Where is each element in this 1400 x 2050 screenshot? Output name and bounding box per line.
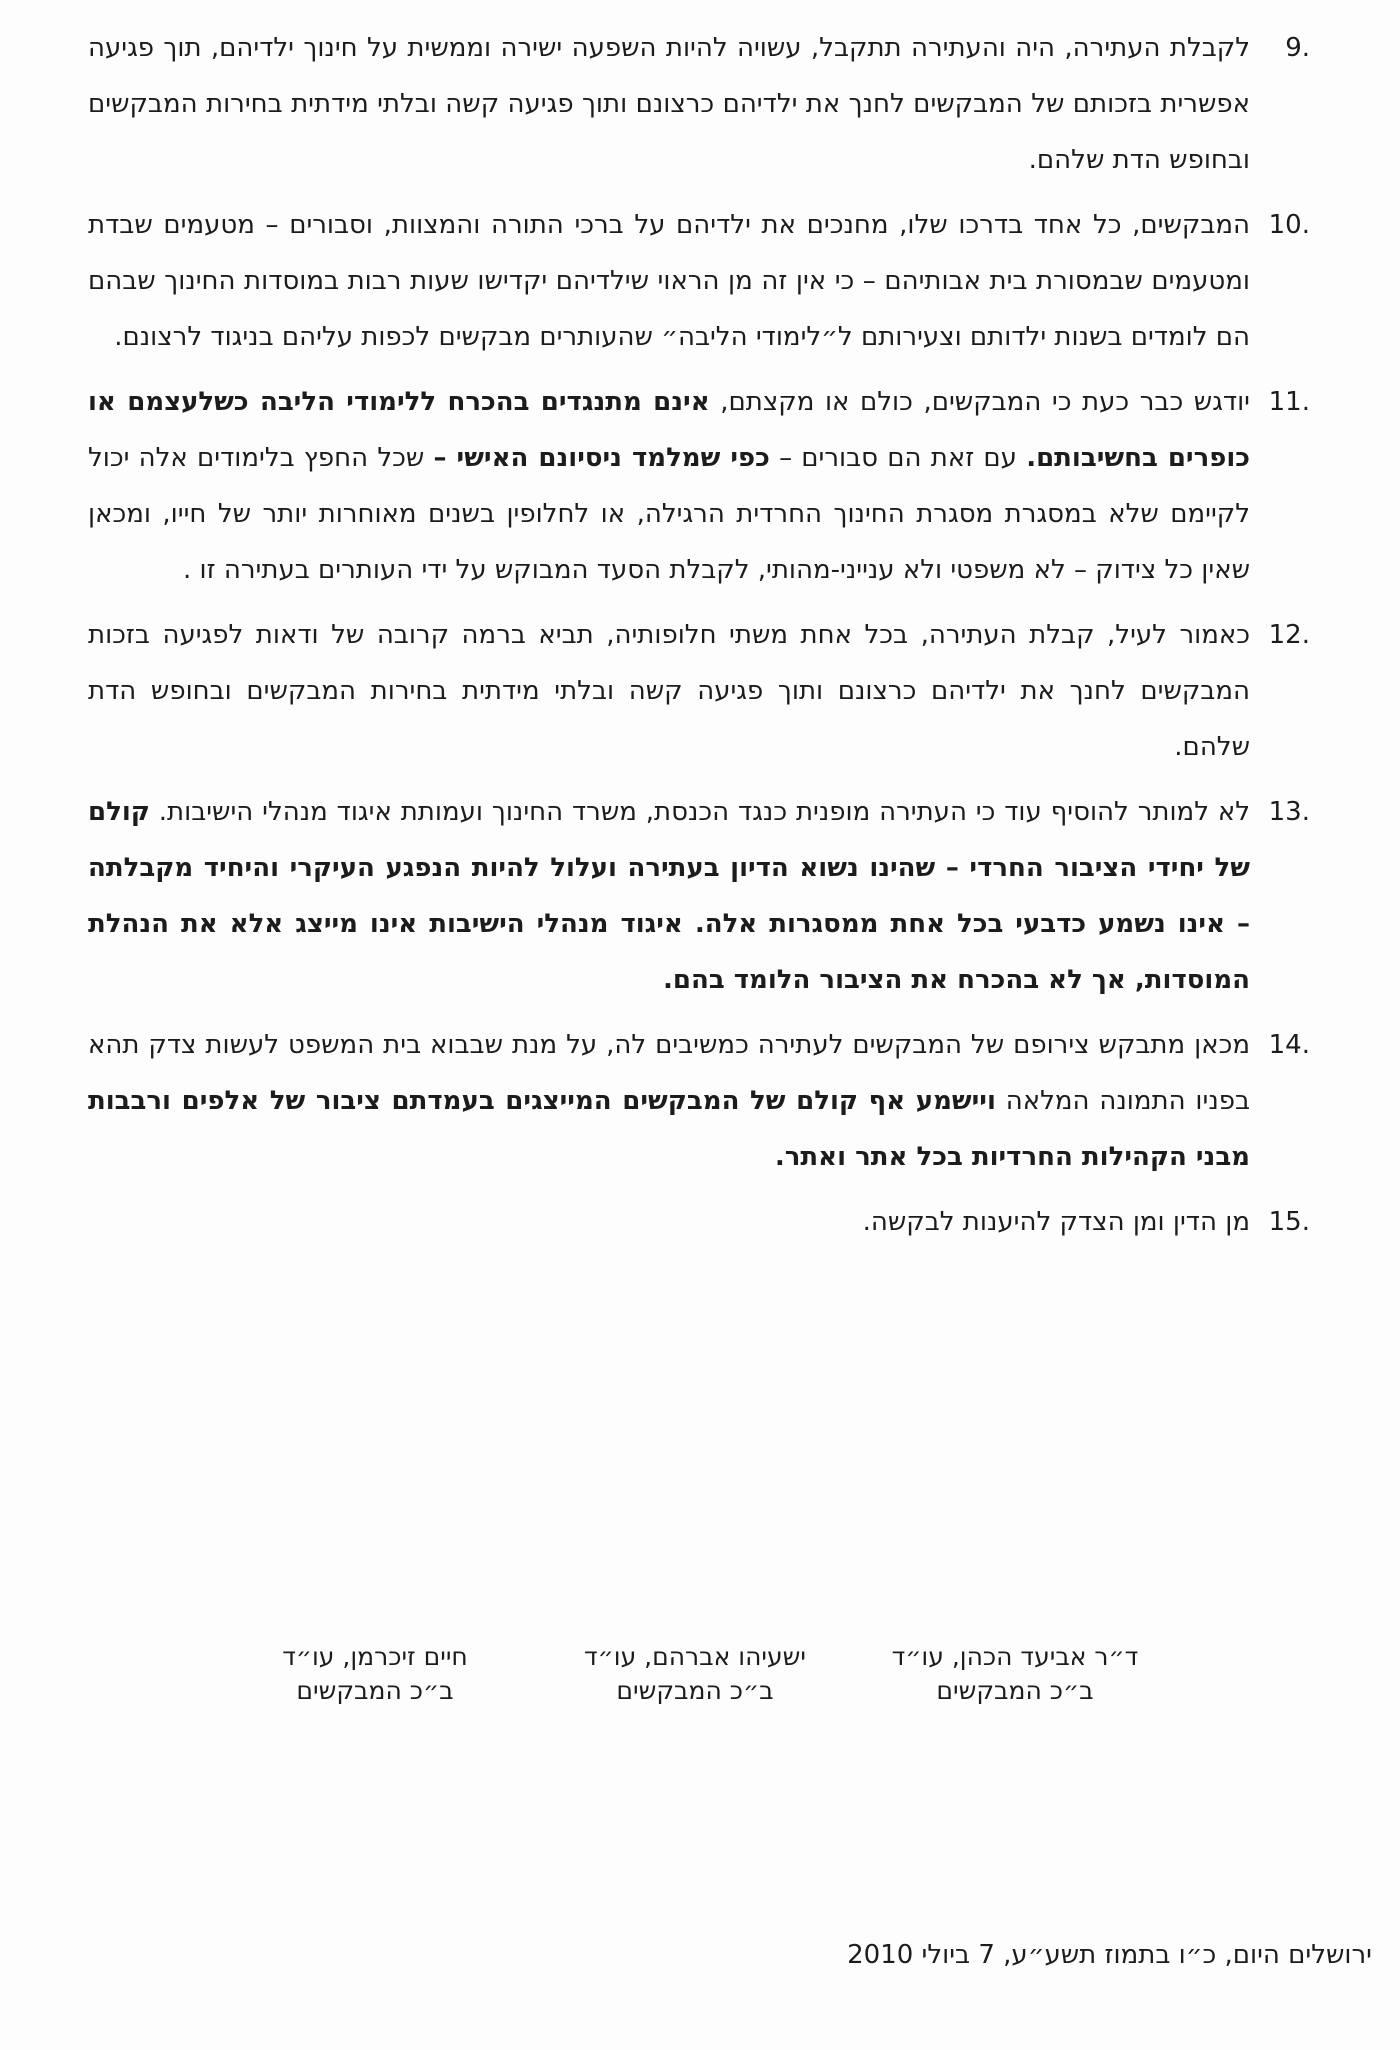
numbered-paragraph [88,1194,1310,1250]
text-segment: מכאן מתבקש צירופם של המבקשים לעתירה כמשיבים לה, על מנת שבבוא בית המשפט לעשות צדק תהא בפניו התמונה המלאה [88,1030,1250,1116]
text-segment: שכל החפץ בלימודים אלה יכול לקיימם שלא במסגרת מסגרת החינוך החרדית הרגילה, או לחלופין בשנים מאוחרות יותר של חייו, ומכאן שאין כל צידוק – לא משפטי ולא ענייני-מהותי, לקבלת הסעד המבוקש על ידי העותרים בעתירה זו . [88,443,1250,585]
numbered-paragraph [88,784,1310,1008]
signature-3 [240,1640,510,1708]
text-segment: לקבלת העתירה, היה והעתירה תתקבל, עשויה להיות השפעה ישירה וממשית על חינוך ילדיהם, תוך פגיעה אפשרית בזכותם של המבקשים לחנך את ילדיהם כרצונם ותוך פגיעה קשה ובלתי מידתית בחירות המבקשים ובחופש הדת שלהם. [88,33,1250,175]
bold-text-segment: אינם מתנגדים בהכרח ללימודי הליבה כשלעצמם או כופרים בחשיבותם. [88,387,1250,473]
document-body [88,20,1310,1259]
signature-block [200,1640,1150,1708]
numbered-paragraph [88,607,1310,775]
signature-role: ב״כ המבקשים [936,1676,1094,1705]
bold-text-segment: ויישמע אף קולם של המבקשים המייצגים בעמדתם ציבור של אלפים ורבבות מבני הקהילות החרדיות בכל אתר ואתר. [88,1086,1250,1172]
bold-text-segment: כפי שמלמד ניסיונם האישי – [433,443,770,473]
signature-role: ב״כ המבקשים [616,1676,774,1705]
date-line: ירושלים היום, כ״ו בתמוז תשע״ע, 7 ביולי 2010 [847,1940,1372,1970]
paragraph-number: 15. [1268,1207,1310,1237]
numbered-paragraph [88,1017,1310,1185]
numbered-paragraph [88,20,1310,188]
text-segment: יודגש כבר כעת כי המבקשים, כולם או מקצתם, [709,387,1250,417]
paragraph-number: 14. [1268,1030,1310,1060]
text-segment: עם זאת הם סבורים – [769,443,1027,473]
bold-text-segment: קולם של יחידי הציבור החרדי – שהינו נשוא הדיון בעתירה ועלול להיות הנפגע העיקרי והיחיד מקבלתה – אינו נשמע כדבעי בכל אחת ממסגרות אלה. איגוד מנהלי הישיבות אינו מייצג אלא את הנהלת המוסדות, אך לא בהכרח את הציבור הלומד בהם. [88,797,1250,995]
text-segment: המבקשים, כל אחד בדרכו שלו, מחנכים את ילדיהם על ברכי התורה והמצוות, וסבורים – מטעמים שבדת ומטעמים שבמסורת בית אבותיהם – כי אין זה מן הראוי שילדיהם יקדישו שעות רבות במוסדות החינוך שבהם הם לומדים בשנות ילדותם וצעירותם ל״לימודי הליבה״ שהעותרים מבקשים לכפות עליהם בניגוד לרצונם. [88,210,1250,352]
paragraph-number: 10. [1268,210,1310,240]
text-segment: כאמור לעיל, קבלת העתירה, בכל אחת משתי חלופותיה, תביא ברמה קרובה של ודאות לפגיעה בזכות המבקשים לחנך את ילדיהם כרצונם ותוך פגיעה קשה ובלתי מידתית בחירות המבקשים ובחופש הדת שלהם. [88,620,1250,762]
signature-name: חיים זיכרמן, עו״ד [282,1642,468,1671]
paragraph-number: 9. [1285,33,1310,63]
numbered-paragraph [88,197,1310,365]
paragraph-number: 12. [1268,620,1310,650]
numbered-paragraph [88,374,1310,598]
paragraph-number: 13. [1268,797,1310,827]
signature-2 [560,1640,830,1708]
text-segment: לא למותר להוסיף עוד כי העתירה מופנית כנגד הכנסת, משרד החינוך ועמותת איגוד מנהלי הישיבות. [149,797,1250,827]
signature-role: ב״כ המבקשים [296,1676,454,1705]
signature-name: ד״ר אביעד הכהן, עו״ד [891,1642,1139,1671]
signature-name: ישעיהו אברהם, עו״ד [584,1642,806,1671]
text-segment: מן הדין ומן הצדק להיענות לבקשה. [862,1207,1250,1237]
paragraph-number: 11. [1268,387,1310,417]
signature-1 [880,1640,1150,1708]
